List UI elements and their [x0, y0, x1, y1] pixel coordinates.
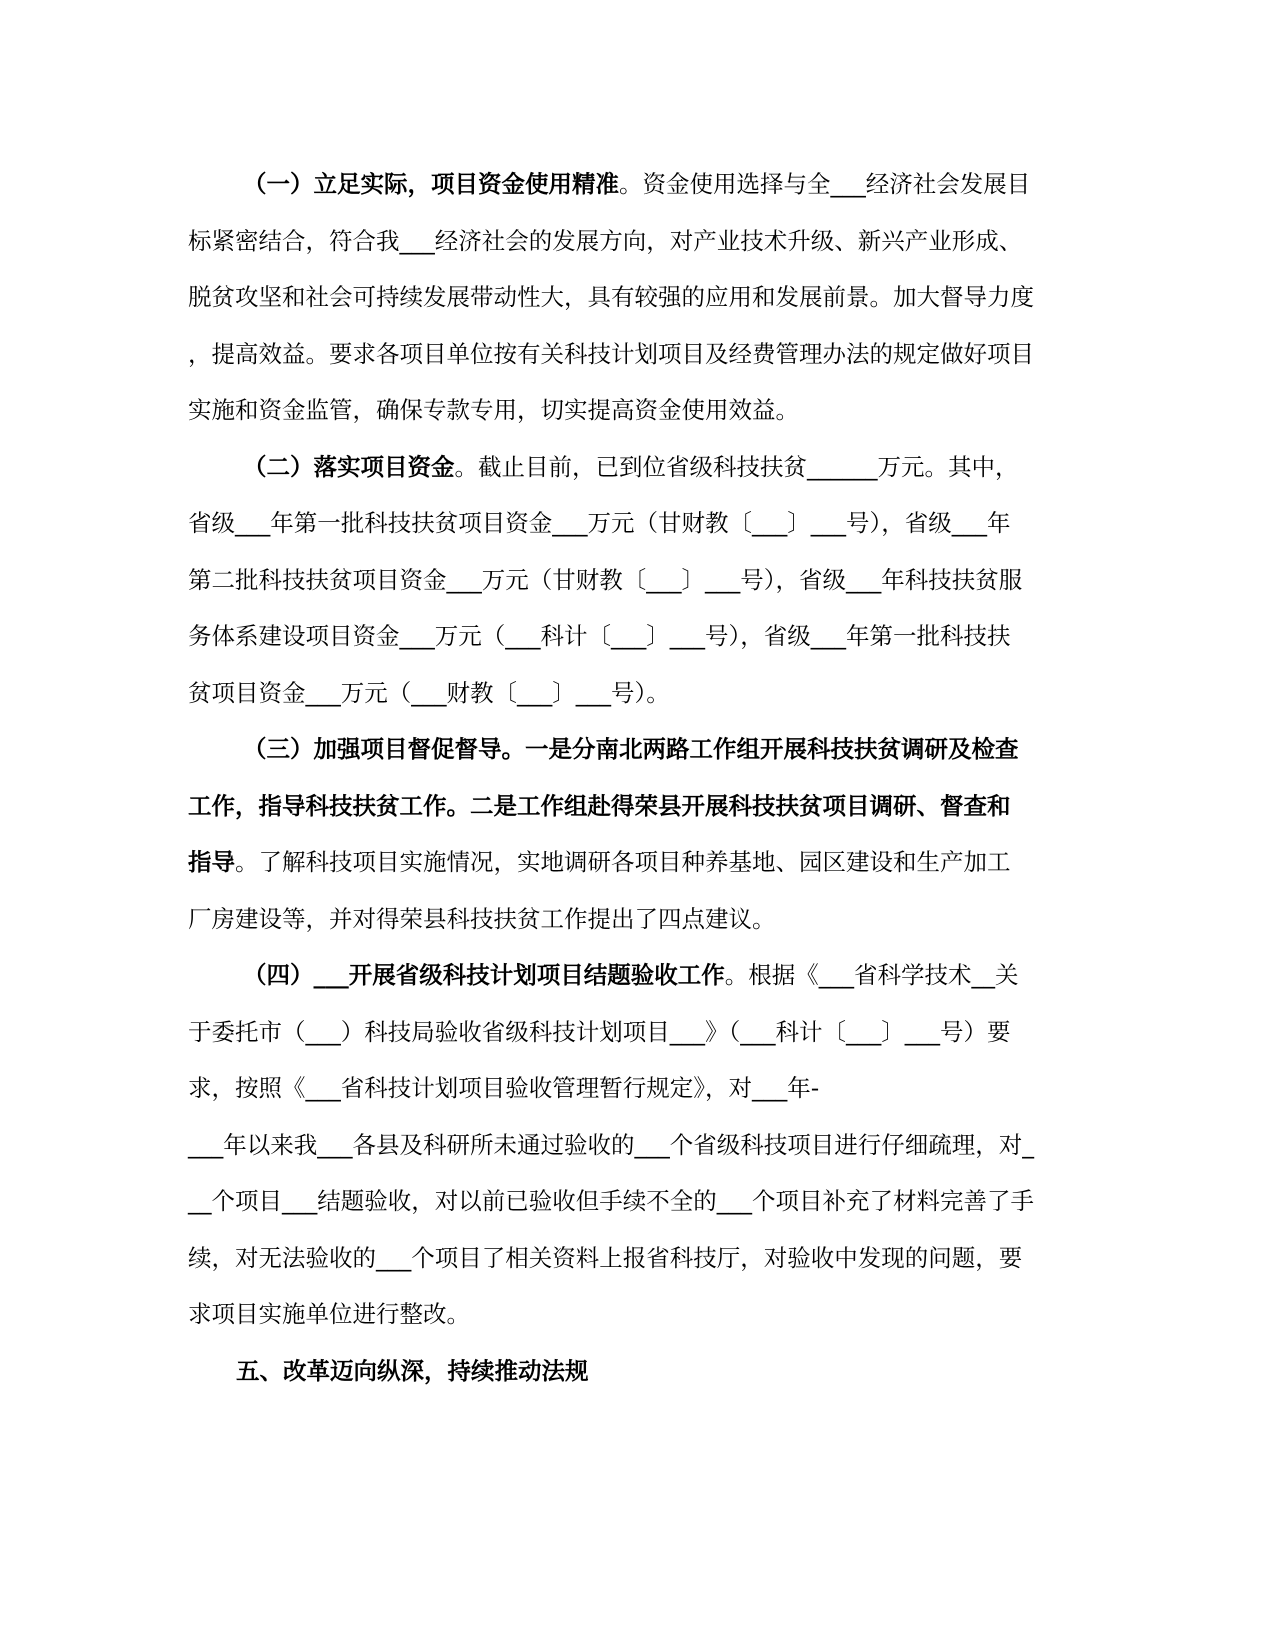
paragraph-text: 。根据《___省科学技术__关	[724, 961, 1019, 989]
paragraph-line	[188, 1185, 1034, 1217]
paragraph-text: 。资金使用选择与全___经济社会发展目	[619, 170, 1031, 198]
paragraph-line	[188, 225, 1022, 257]
paragraph-text: 厂房建设等，并对得荣县科技扶贫工作提出了四点建议。	[188, 905, 776, 933]
paragraph-text: __个项目___结题验收，对以前已验收但手续不全的___个项目补充了材料完善了手	[188, 1187, 1034, 1215]
paragraph-line	[188, 1016, 1011, 1048]
paragraph-text: 脱贫攻坚和社会可持续发展带动性大，具有较强的应用和发展前景。加大督导力度	[188, 283, 1034, 311]
paragraph-text: 于委托市（___）科技局验收省级科技计划项目___》（___科计〔___〕___号）要	[188, 1018, 1011, 1046]
paragraph-lead: （三）加强项目督促督导。一是分南北两路工作组开展科技扶贫调研及检查	[243, 735, 1019, 763]
paragraph-text: 第二批科技扶贫项目资金___万元（甘财教〔___〕___号），省级___年科技扶贫服	[188, 566, 1023, 594]
paragraph-text: 贫项目资金___万元（___财教〔___〕___号）。	[188, 679, 670, 707]
paragraph-text: 实施和资金监管，确保专款专用，切实提高资金使用效益。	[188, 396, 799, 424]
paragraph-line	[188, 677, 670, 709]
paragraph-lead: 指导	[188, 848, 235, 876]
paragraph-text: 。截止目前，已到位省级科技扶贫______万元。其中，	[454, 453, 1019, 481]
paragraph-line	[188, 1298, 470, 1330]
paragraph-line	[188, 846, 1011, 878]
paragraph-line	[188, 903, 776, 935]
paragraph-text: ，提高效益。要求各项目单位按有关科技计划项目及经费管理办法的规定做好项目	[188, 340, 1034, 368]
paragraph-line	[188, 507, 1011, 539]
paragraph-line	[243, 959, 1019, 991]
paragraph-line	[188, 620, 1011, 652]
paragraph-line	[188, 564, 1022, 596]
paragraph-line	[188, 394, 799, 426]
paragraph-text: 求项目实施单位进行整改。	[188, 1300, 470, 1328]
paragraph-line	[188, 1242, 1022, 1274]
paragraph-line	[243, 451, 1019, 483]
paragraph-text: 续，对无法验收的___个项目了相关资料上报省科技厅，对验收中发现的问题，要	[188, 1244, 1023, 1272]
paragraph-line	[188, 790, 1011, 822]
paragraph-line	[188, 338, 1034, 370]
paragraph-line	[243, 168, 1030, 200]
paragraph-lead: （四）___开展省级科技计划项目结题验收工作	[243, 961, 725, 989]
paragraph-text: 务体系建设项目资金___万元（___科计〔___〕___号），省级___年第一批科技扶	[188, 622, 1011, 650]
section-heading: 五、改革迈向纵深，持续推动法规	[236, 1357, 589, 1385]
paragraph-line	[188, 1072, 819, 1104]
paragraph-line	[243, 733, 1019, 765]
paragraph-text: 标紧密结合，符合我___经济社会的发展方向，对产业技术升级、新兴产业形成、	[188, 227, 1023, 255]
paragraph-line	[188, 281, 1034, 313]
paragraph-text: ___年以来我___各县及科研所未通过验收的___个省级科技项目进行仔细疏理，对_	[188, 1131, 1034, 1159]
paragraph-lead: 工作，指导科技扶贫工作。二是工作组赴得荣县开展科技扶贫项目调研、督查和	[188, 792, 1011, 820]
paragraph-lead: （二）落实项目资金	[243, 453, 455, 481]
paragraph-text: 省级___年第一批科技扶贫项目资金___万元（甘财教〔___〕___号），省级___年	[188, 509, 1011, 537]
paragraph-line	[188, 1129, 1034, 1161]
paragraph-lead: （一）立足实际，项目资金使用精准	[243, 170, 619, 198]
paragraph-text: 求，按照《___省科技计划项目验收管理暂行规定》，对___年-	[188, 1074, 820, 1102]
paragraph-text: 。了解科技项目实施情况，实地调研各项目种养基地、园区建设和生产加工	[235, 848, 1011, 876]
